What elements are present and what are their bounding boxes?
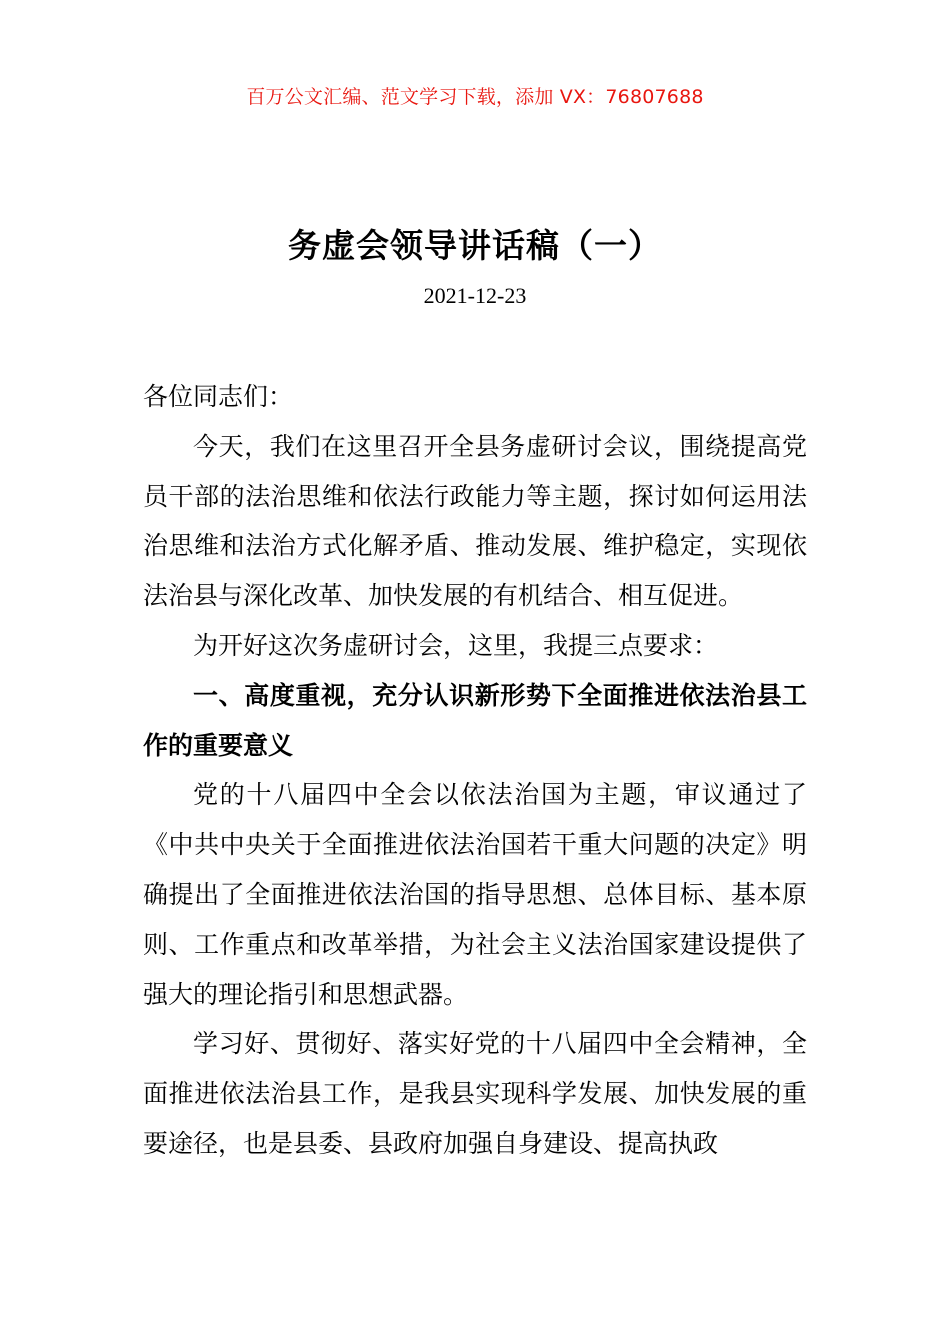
salutation: 各位同志们： xyxy=(143,382,294,411)
document-date: 2021-12-23 xyxy=(423,283,527,308)
paragraph-intro: 今天，我们在这里召开全县务虚研讨会议，围绕提高党员干部的法治思维和依法行政能力等主题，探讨如何运用法治思维和法治方式化解矛盾、推动发展、维护稳定，实现依法治县与深化改革、加快发展的有机结合、相互促进。 xyxy=(143,431,807,611)
section-paragraph: 党的十八届四中全会以依法治国为主题，审议通过了《中共中央关于全面推进依法治国若干重大问题的决定》明确提出了全面推进依法治国的指导思想、总体目标、基本原则、工作重点和改革举措，为社会主义法治国家建设提供了强大的理论指引和思想武器。 xyxy=(143,780,807,1009)
section-paragraph: 学习好、贯彻好、落实好党的十八届四中全会精神，全面推进依法治县工作，是我县实现科学发展、加快发展的重要途径，也是县委、县政府加强自身建设、提高执政 xyxy=(143,1029,807,1158)
document-title: 务虚会领导讲话稿（一） xyxy=(288,226,662,265)
header-note: 百万公文汇编、范文学习下载，添加 VX：76807688 xyxy=(246,86,704,108)
paragraph-requirements: 为开好这次务虚研讨会，这里，我提三点要求： xyxy=(193,630,719,660)
document-body xyxy=(143,372,807,1169)
section-heading: 一、高度重视，充分认识新形势下全面推进依法治县工作的重要意义 xyxy=(143,680,807,760)
